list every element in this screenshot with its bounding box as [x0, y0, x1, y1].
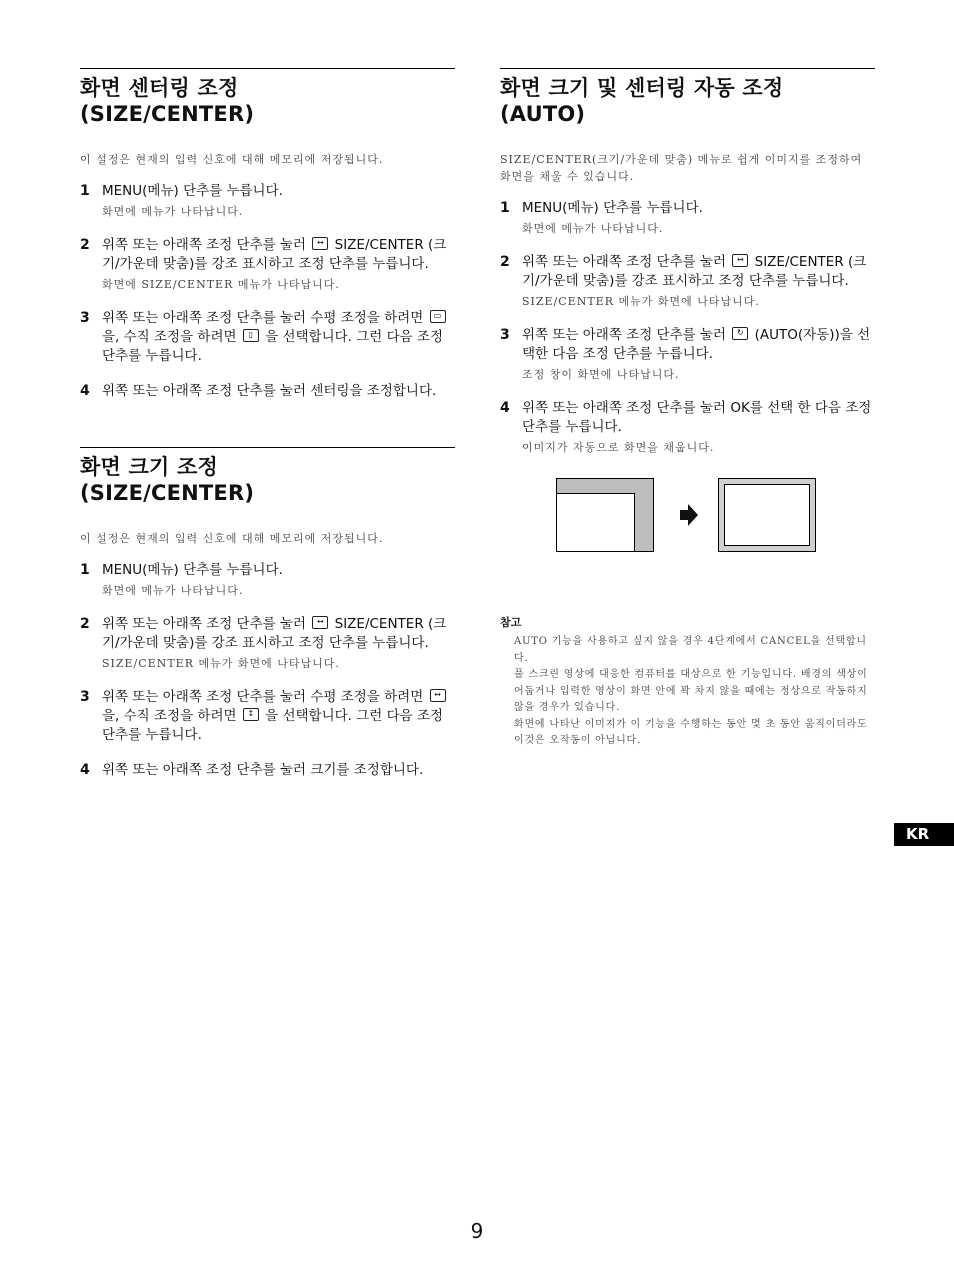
step-number: 3 — [500, 327, 510, 343]
step-2 — [80, 615, 455, 672]
horizontal-size-icon: ↔ — [430, 689, 446, 702]
step-2 — [500, 253, 875, 310]
image-area — [724, 484, 810, 546]
auto-adjust-illustration — [500, 478, 875, 584]
step-number: 2 — [500, 254, 510, 270]
section-intro: 이 설정은 현재의 입력 신호에 대해 메모리에 저장됩니다. — [80, 532, 384, 545]
step-text: 위쪽 또는 아래쪽 조정 단추를 눌러 크기를 조정합니다. — [102, 762, 424, 778]
vertical-center-icon: ▯ — [243, 329, 259, 342]
language-tab: KR — [894, 823, 954, 846]
step-number: 4 — [500, 400, 510, 416]
step-result: 화면에 메뉴가 나타납니다. — [522, 222, 664, 235]
step-1 — [500, 199, 875, 237]
step-text: 위쪽 또는 아래쪽 조정 단추를 눌러 OK를 선택 한 다음 조정 단추를 누릅니다. — [522, 400, 872, 435]
section-intro: SIZE/CENTER(크기/가운데 맞춤) 메뉴로 쉽게 이미지를 조정하여 화면을 채울 수 있습니다. — [500, 153, 863, 183]
note-item: AUTO 기능을 사용하고 싶지 않을 경우 4단계에서 CANCEL을 선택합니다. — [514, 636, 867, 664]
section-auto — [500, 68, 875, 750]
vertical-size-icon: ↕ — [243, 708, 259, 721]
step-4 — [80, 761, 455, 780]
step-number: 4 — [80, 383, 90, 399]
step-result: 화면에 SIZE/CENTER 메뉴가 나타납니다. — [102, 278, 340, 291]
section-intro: 이 설정은 현재의 입력 신호에 대해 메모리에 저장됩니다. — [80, 153, 384, 166]
step-text: 위쪽 또는 아래쪽 조정 단추를 눌러 수평 조정을 하려면 ↔ 을, 수직 조정을 하려면 ↕ 을 선택합니다. 그런 다음 조정 단추를 누릅니다. — [102, 688, 455, 745]
page-number: 9 — [470, 1219, 484, 1243]
section-title: 화면 크기 조정 (SIZE/CENTER) — [80, 455, 255, 505]
note-title: 참고 — [500, 616, 522, 629]
step-text: 위쪽 또는 아래쪽 조정 단추를 눌러 ↔ SIZE/CENTER (크기/가운데 맞춤)를 강조 표시하고 조정 단추를 누릅니다. — [102, 616, 447, 651]
step-3 — [80, 309, 455, 366]
step-2 — [80, 236, 455, 293]
step-text: 위쪽 또는 아래쪽 조정 단추를 눌러 ↔ SIZE/CENTER (크기/가운데 맞춤)를 강조 표시하고 조정 단추를 누릅니다. — [522, 254, 867, 289]
step-result: 화면에 메뉴가 나타납니다. — [102, 205, 244, 218]
step-text: MENU(메뉴) 단추를 누릅니다. — [522, 200, 703, 216]
step-number: 1 — [80, 183, 90, 199]
step-text: 위쪽 또는 아래쪽 조정 단추를 눌러 수평 조정을 하려면 ▭ 을, 수직 조정을 하려면 ▯ 을 선택합니다. 그런 다음 조정 단추를 누릅니다. — [102, 309, 455, 366]
step-result: 이미지가 자동으로 화면을 채웁니다. — [522, 441, 715, 454]
size-center-icon: ↔ — [732, 254, 748, 267]
step-result: 화면에 메뉴가 나타납니다. — [102, 584, 244, 597]
step-text: 위쪽 또는 아래쪽 조정 단추를 눌러 ↻ (AUTO(자동))을 선택한 다음 조정 단추를 누릅니다. — [522, 327, 871, 362]
right-column — [500, 68, 875, 750]
note-item: 풀 스크린 영상에 대응한 컴퓨터를 대상으로 한 기능입니다. 배경의 색상이 어둡거나 입력한 영상이 화면 안에 꽉 차지 않을 때에는 정상으로 작동하지 않을 경우가 있습니다. — [514, 669, 868, 713]
horizontal-center-icon: ▭ — [430, 310, 446, 323]
step-3 — [500, 326, 875, 383]
before-screen — [556, 478, 654, 552]
image-area — [557, 493, 635, 551]
size-center-icon: ↔ — [312, 237, 328, 250]
arrow-right-icon — [680, 504, 698, 526]
step-number: 3 — [80, 310, 90, 326]
auto-adjust-icon: ↻ — [732, 327, 748, 340]
step-number: 1 — [500, 200, 510, 216]
step-text: MENU(메뉴) 단추를 누릅니다. — [102, 183, 283, 199]
step-result: SIZE/CENTER 메뉴가 화면에 나타납니다. — [102, 657, 340, 670]
after-screen — [718, 478, 816, 552]
step-number: 2 — [80, 616, 90, 632]
step-result: SIZE/CENTER 메뉴가 화면에 나타납니다. — [522, 295, 760, 308]
step-1 — [80, 561, 455, 599]
section-title: 화면 센터링 조정 (SIZE/CENTER) — [80, 76, 255, 126]
step-result: 조정 창이 화면에 나타납니다. — [522, 368, 680, 381]
size-center-icon: ↔ — [312, 616, 328, 629]
left-column — [80, 68, 455, 826]
step-number: 1 — [80, 562, 90, 578]
section-size — [80, 447, 455, 780]
step-text: MENU(메뉴) 단추를 누릅니다. — [102, 562, 283, 578]
step-number: 4 — [80, 762, 90, 778]
step-4 — [500, 399, 875, 456]
step-4 — [80, 382, 455, 401]
step-text: 위쪽 또는 아래쪽 조정 단추를 눌러 센터링을 조정합니다. — [102, 383, 437, 399]
note-item: 화면에 나타난 이미지가 이 기능을 수행하는 동안 몇 초 동안 움직이더라도 이것은 오작동이 아닙니다. — [514, 718, 868, 746]
section-centering — [80, 68, 455, 401]
section-title: 화면 크기 및 센터링 자동 조정 (AUTO) — [500, 76, 784, 126]
step-number: 3 — [80, 689, 90, 705]
step-3 — [80, 688, 455, 745]
step-text: 위쪽 또는 아래쪽 조정 단추를 눌러 ↔ SIZE/CENTER (크기/가운데 맞춤)를 강조 표시하고 조정 단추를 누릅니다. — [102, 237, 447, 272]
step-1 — [80, 182, 455, 220]
step-number: 2 — [80, 237, 90, 253]
